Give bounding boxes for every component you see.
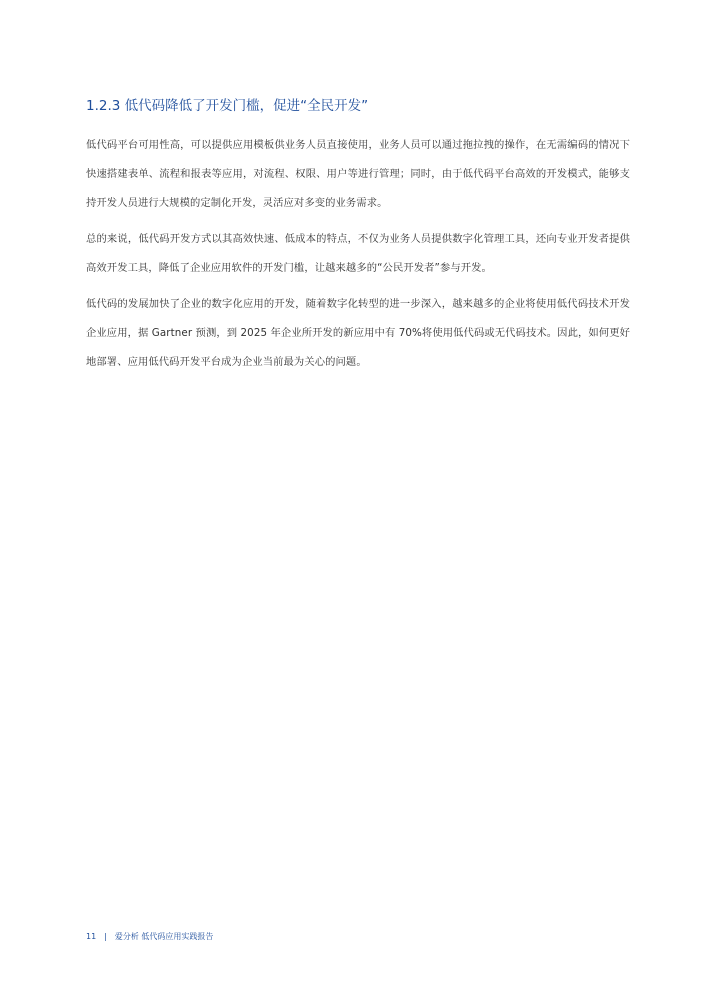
- paragraph-summary: 总的来说，低代码开发方式以其高效快速、低成本的特点，不仅为业务人员提供数字化管理工具，还向专业开发者提供高效开发工具，降低了企业应用软件的开发门槛，让越来越多的“公民开发者”参与开发。: [86, 233, 630, 274]
- page-footer: [86, 929, 213, 943]
- footer-separator: |: [104, 931, 107, 941]
- footer-report-title: 爱分析 低代码应用实践报告: [114, 931, 214, 941]
- paragraph-usability: 低代码平台可用性高，可以提供应用模板供业务人员直接使用，业务人员可以通过拖拉拽的操作，在无需编码的情况下快速搭建表单、流程和报表等应用，对流程、权限、用户等进行管理；同时，由于低代码平台高效的开发模式，能够支持开发人员进行大规模的定制化开发，灵活应对多变的业务需求。: [86, 139, 630, 209]
- section-heading: 1.2.3 低代码降低了开发门槛，促进“全民开发”: [86, 98, 369, 114]
- page-number: 11: [86, 931, 97, 941]
- paragraph-forecast: 低代码的发展加快了企业的数字化应用的开发，随着数字化转型的进一步深入，越来越多的企业将使用低代码技术开发企业应用，据 Gartner 预测，到 2025 年企业所开发的新应用中有 70%将使用低代码或无代码技术。因此，如何更好地部署、应用低代码开发平台成为企业当前最为关心的问题。: [86, 298, 630, 368]
